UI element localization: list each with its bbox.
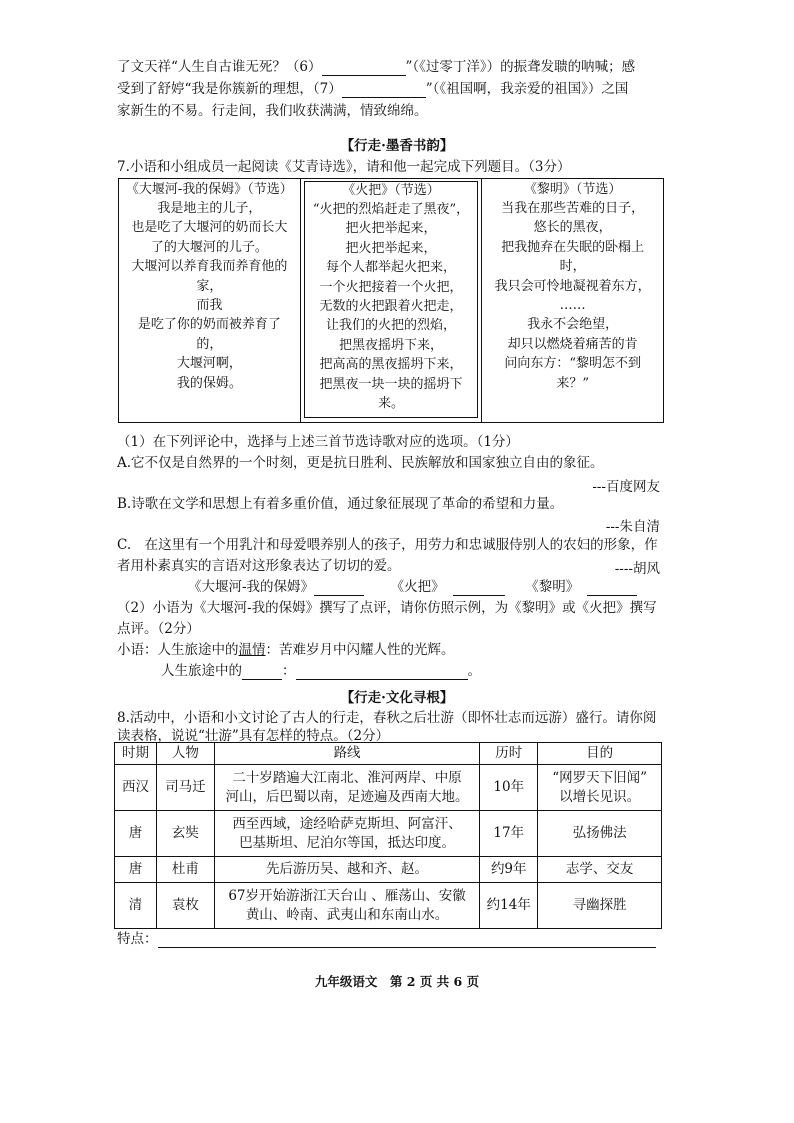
section-title-wenhua: 【行走·文化寻根】 — [340, 690, 454, 706]
match-label-huoba: 《火把》 — [390, 579, 445, 595]
poem-line: …… — [559, 298, 586, 314]
poem-title: 《黎明》（节选） — [523, 182, 622, 197]
cell-purpose: 寻幽探胜 — [538, 883, 662, 929]
option-c-line-2: 者用朴素真实的言语对这形象表达了切切的爱。 — [117, 558, 401, 574]
question-7: 7.小语和小组成员一起阅读《艾青诗选》，请和他一起完成下列题目。（3分） — [117, 159, 571, 175]
poem-match-row — [188, 578, 637, 596]
question-8-line-2: 读表格，说说“壮游”具有怎样的特点。（2分） — [117, 728, 390, 744]
poem-line: 的， — [196, 336, 223, 352]
poem-line: 把黑夜一块一块的摇坍下 — [319, 376, 463, 392]
match-blank-dayanhe[interactable] — [314, 581, 364, 596]
poem-line: 无数的火把跟着火把走， — [319, 299, 463, 315]
feature-row — [117, 930, 656, 948]
option-a-source: ---百度网友 — [592, 479, 660, 495]
intro-line-2 — [117, 80, 628, 98]
poem-lines — [307, 200, 476, 413]
match-blank-liming[interactable] — [587, 581, 637, 596]
option-c-source: ----胡风 — [614, 561, 660, 577]
feature-answer-blank[interactable] — [158, 933, 656, 948]
poem-line: 是吃了你的奶而被养育了 — [137, 317, 281, 333]
option-a: A.它不仅是自然界的一个时刻，更是抗日胜利、民族解放和国家独立自由的象征。 — [117, 455, 604, 471]
poem-lines — [485, 199, 660, 393]
answer-prefix: 人生旅途中的 — [161, 663, 242, 679]
answer-blank-7[interactable] — [342, 83, 426, 98]
section-title-moxiang: 【行走·墨香书韵】 — [340, 138, 454, 154]
question-7-1: （1）在下列评论中，选择与上述三首节选诗歌对应的选项。（1分） — [117, 434, 519, 450]
cell-route — [214, 765, 479, 811]
table-row — [115, 811, 662, 857]
poem-line: 让我们的火把的烈焰， — [325, 318, 456, 334]
poem-line: 而我 — [196, 298, 223, 314]
question-7-2-line-2: 点评。（2分） — [117, 621, 200, 637]
question-7-2-line-1: （2）小语为《大堰河-我的保姆》撰写了点评，请你仿照示例，为《黎明》或《火把》撰写 — [117, 600, 657, 616]
intro-line-1b: ”（《过零丁洋》）的振聋发聩的呐喊；感 — [405, 59, 636, 75]
answer-keyword-blank[interactable] — [242, 665, 282, 680]
header-purpose: 目的 — [538, 743, 662, 765]
cell-duration: 10年 — [480, 765, 538, 811]
cell-person: 司马迁 — [156, 765, 214, 811]
poem-line: 来。 — [377, 396, 404, 412]
cell-period: 唐 — [115, 857, 157, 883]
poem-line: 时， — [559, 259, 586, 275]
header-person: 人物 — [156, 743, 214, 765]
poem-line: 把高高的黑夜摇坍下来， — [319, 357, 463, 373]
cell-period: 西汉 — [115, 765, 157, 811]
cell-duration: 17年 — [480, 811, 538, 857]
table-row — [115, 857, 662, 883]
intro-line-3: 家新生的不易。行走间，我们收获满满，情致绵绵。 — [117, 103, 428, 119]
feature-label: 特点： — [117, 931, 158, 947]
poem-title: 《火把》（节选） — [342, 183, 440, 198]
poem-line: 大堰河以养育我而养育他的 — [131, 259, 288, 275]
poem-line: 把我抛弃在失眠的卧榻上 — [501, 239, 645, 255]
answer-comment-blank[interactable] — [296, 665, 468, 680]
header-duration: 历时 — [480, 743, 538, 765]
header-route: 路线 — [214, 743, 479, 765]
cell-period: 唐 — [115, 811, 157, 857]
question-8-line-1: 8.活动中，小语和小文讨论了古人的行走，春秋之后壮游（即怀壮志而远游）盛行。请你阅 — [117, 710, 657, 726]
poem-cell-dayanhe — [119, 179, 301, 423]
intro-line-2b: ”（《祖国啊，我亲爱的祖国》）之国 — [425, 81, 629, 97]
poem-line: 我是地主的儿子， — [157, 201, 262, 216]
route-line: 巴基斯坦、尼泊尔等国，抵达印度。 — [239, 834, 456, 851]
poem-line: 却只以燃烧着痛苦的肯 — [507, 336, 638, 352]
poem-title: 《大堰河-我的保姆》（节选） — [125, 182, 293, 197]
header-period: 时期 — [115, 743, 157, 765]
poem-line: 问向东方：“黎明怎不到 — [504, 356, 641, 372]
cell-period: 清 — [115, 883, 157, 929]
cell-route — [214, 883, 479, 929]
cell-person: 杜甫 — [156, 857, 214, 883]
poem-line: 把火把举起来， — [345, 221, 437, 237]
travel-table — [114, 742, 662, 929]
poem-inner-box — [304, 181, 479, 418]
cell-route: 先后游历吴、越和齐、赵。 — [214, 857, 479, 883]
poem-line: 每个人都举起火把来， — [325, 260, 456, 276]
option-b-source: ---朱自清 — [605, 519, 660, 535]
intro-line-2a: 受到了舒婷“我是你簇新的理想，（7） — [117, 81, 342, 97]
poem-lines — [122, 199, 297, 393]
match-blank-huoba[interactable] — [453, 581, 505, 596]
cell-person: 袁枚 — [156, 883, 214, 929]
cell-route — [214, 811, 479, 857]
option-b: B.诗歌在文学和思想上有着多重价值，通过象征展现了革命的希望和力量。 — [117, 496, 564, 512]
poem-cell-huoba — [300, 179, 482, 423]
poems-table — [118, 178, 664, 423]
poem-line: 把火把举起来， — [345, 240, 437, 256]
poem-cell-liming — [482, 179, 664, 423]
intro-line-1a: 了文天祥“人生自古谁无死？（6） — [117, 59, 322, 75]
page-footer: 九年级语文 第 2 页 共 6 页 — [314, 974, 480, 989]
cell-purpose: 弘扬佛法 — [538, 811, 662, 857]
example-suffix: ：苦难岁月中闪耀人性的光辉。 — [265, 642, 455, 658]
poem-line: 我的保姆。 — [176, 375, 242, 391]
answer-comment — [161, 662, 481, 680]
route-line: 二十岁踏遍大江南北、淮河两岸、中原 — [232, 769, 462, 786]
poem-line: 把黑夜摇坍下来， — [338, 337, 443, 353]
cell-duration: 约14年 — [480, 883, 538, 929]
table-row — [115, 883, 662, 929]
poem-line: 了的大堰河的儿子。 — [150, 239, 268, 255]
poem-line: 家， — [196, 278, 223, 294]
poem-line: 当我在那些苦难的日子， — [501, 201, 645, 216]
example-keyword: 温情 — [238, 642, 266, 658]
poem-line: 来？” — [556, 375, 589, 391]
answer-period: 。 — [467, 663, 481, 679]
poem-line: 也是吃了大堰河的奶而长大 — [131, 220, 288, 236]
cell-duration: 约9年 — [480, 857, 538, 883]
poem-line: “火把的烈焰赶走了黑夜”， — [312, 202, 470, 217]
match-label-dayanhe: 《大堰河-我的保姆》 — [188, 579, 315, 595]
cell-person: 玄奘 — [156, 811, 214, 857]
answer-colon: ： — [282, 663, 296, 679]
table-row — [115, 765, 662, 811]
route-line: 河山，后巴蜀以南，足迹遍及西南大地。 — [225, 788, 469, 805]
match-label-liming: 《黎明》 — [525, 579, 580, 595]
answer-blank-6[interactable] — [322, 61, 406, 76]
poem-line: 一个火把接着一个火把， — [319, 279, 463, 295]
route-line: 西至西域，途经哈萨克斯坦、阿富汗、 — [232, 815, 462, 832]
route-line: 67岁开始游浙江天台山 、雁荡山、安徽 — [228, 887, 466, 904]
poem-line: 我永不会绝望， — [527, 317, 619, 333]
cell-purpose — [538, 765, 662, 811]
example-comment — [117, 641, 455, 659]
purpose-line: “网罗天下旧闻” — [552, 769, 647, 786]
table-header-row — [115, 743, 662, 765]
route-line: 黄山、岭南、武夷山和东南山水。 — [245, 906, 449, 923]
option-c-line-1: C. 在这里有一个用乳汁和母爱喂养别人的孩子，用劳力和忠诚服侍别人的农妇的形象，作 — [117, 537, 658, 553]
poem-line: 悠长的黑夜， — [533, 220, 612, 236]
cell-purpose: 志学、交友 — [538, 857, 662, 883]
purpose-line: 以增长见识。 — [559, 788, 641, 805]
intro-line-1 — [117, 58, 635, 76]
poem-line: 我只会可怜地凝视着东方， — [494, 278, 651, 294]
poem-line: 大堰河啊， — [176, 356, 242, 372]
example-prefix: 小语：人生旅途中的 — [117, 642, 239, 658]
